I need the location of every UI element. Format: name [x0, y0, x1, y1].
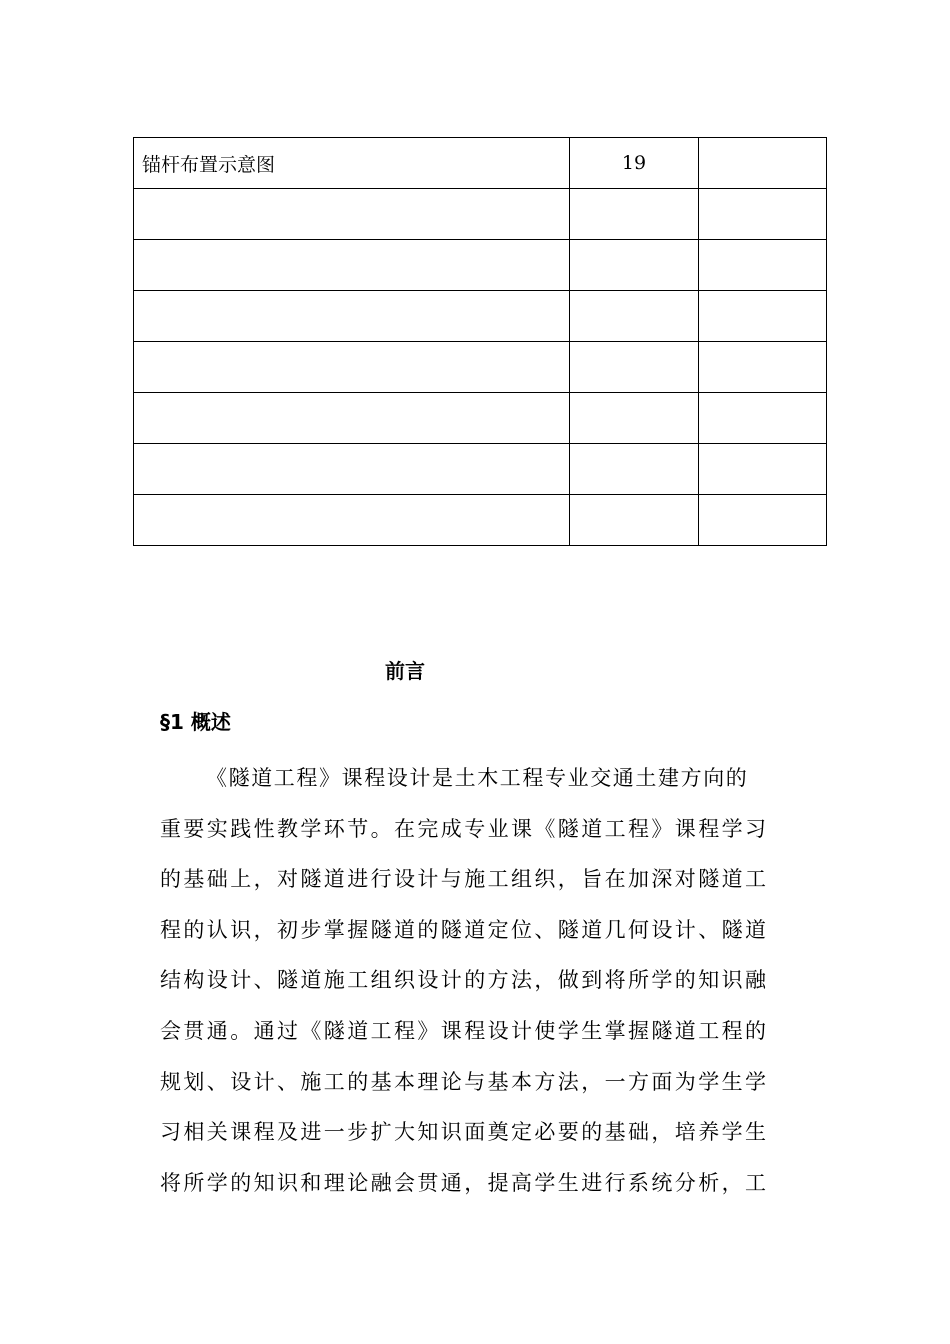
- paragraph-line: 会贯通。通过《隧道工程》课程设计使学生掌握隧道工程的: [160, 1018, 769, 1043]
- note-cell: [699, 342, 827, 393]
- figure-name-cell: [134, 393, 570, 444]
- paragraph-line: 规划、设计、施工的基本理论与基本方法，一方面为学生学: [160, 1069, 769, 1094]
- paragraph-line: 程的认识，初步掌握隧道的隧道定位、隧道几何设计、隧道: [160, 917, 769, 942]
- paragraph-line: 重要实践性教学环节。在完成专业课《隧道工程》课程学习: [160, 816, 769, 841]
- paragraph-line: 将所学的知识和理论融会贯通，提高学生进行系统分析，工: [160, 1170, 769, 1195]
- note-cell: [699, 495, 827, 546]
- page-number-cell: [570, 393, 699, 444]
- page-number-cell: [570, 342, 699, 393]
- note-cell: [699, 291, 827, 342]
- section-title: §1 概述: [160, 710, 231, 734]
- note-cell: [699, 138, 827, 189]
- figure-name-cell: [134, 240, 570, 291]
- paragraph-line: 的基础上，对隧道进行设计与施工组织，旨在加深对隧道工: [160, 867, 769, 892]
- table-row: [134, 495, 827, 546]
- preface-heading: 前言: [385, 659, 425, 683]
- page-number-cell: [570, 189, 699, 240]
- figure-name-cell: [134, 189, 570, 240]
- page-number-cell: [570, 291, 699, 342]
- figure-name-cell: 锚杆布置示意图: [134, 138, 570, 189]
- note-cell: [699, 240, 827, 291]
- table-row: [134, 189, 827, 240]
- table-row: [134, 240, 827, 291]
- table-row: [134, 393, 827, 444]
- note-cell: [699, 189, 827, 240]
- table-row: [134, 291, 827, 342]
- figure-name-cell: [134, 342, 570, 393]
- paragraph-line: 习相关课程及进一步扩大知识面奠定必要的基础，培养学生: [160, 1120, 769, 1145]
- page-number-cell: 19: [570, 138, 699, 189]
- paragraph-line: 《隧道工程》课程设计是土木工程专业交通土建方向的: [206, 766, 749, 790]
- page-number-cell: [570, 444, 699, 495]
- note-cell: [699, 444, 827, 495]
- figure-list-table: [133, 137, 827, 546]
- page-number-cell: [570, 240, 699, 291]
- paragraph-line: 结构设计、隧道施工组织设计的方法，做到将所学的知识融: [160, 968, 769, 993]
- note-cell: [699, 393, 827, 444]
- preface-paragraph: [160, 753, 800, 1208]
- table-row: [134, 444, 827, 495]
- table-row: [134, 138, 827, 189]
- page-number-cell: [570, 495, 699, 546]
- figure-name-cell: [134, 291, 570, 342]
- table-row: [134, 342, 827, 393]
- figure-name-cell: [134, 495, 570, 546]
- figure-name-cell: [134, 444, 570, 495]
